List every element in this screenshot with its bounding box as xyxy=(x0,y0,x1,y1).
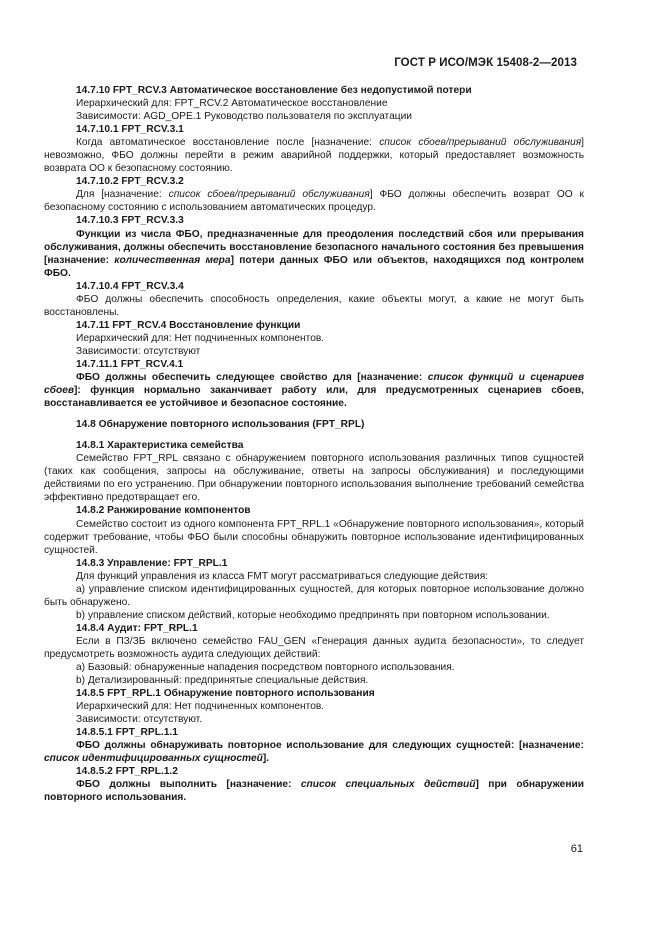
section-heading xyxy=(44,123,584,136)
text-span: 14.7.11 FPT_RCV.4 Восстановление функции xyxy=(76,319,301,331)
italic-span: список сбоев/прерываний обслуживания xyxy=(379,137,582,149)
text-span: Семейство состоит из одного компонента FPT_RPL.1 «Обнаружение повторного использования», который содержит требование, чтобы ФБО были способны обнаружить повторное использование идентифицированных сущностей. xyxy=(44,518,584,556)
text-span: Иерархический для: Нет подчиненных компонентов. xyxy=(76,332,325,344)
text-span: ФБО должны обеспечить способность определения, какие объекты могут, а какие не могут быть восстановлены. xyxy=(44,293,584,318)
body-paragraph xyxy=(44,713,584,726)
page-number: 61 xyxy=(570,843,583,855)
text-span: a) Базовый: обнаруженные нападения посредством повторного использования. xyxy=(76,662,455,674)
section-heading xyxy=(44,84,584,97)
body-paragraph xyxy=(44,661,584,674)
section-heading xyxy=(44,319,584,332)
text-span: 14.8.1 Характеристика семейства xyxy=(76,440,244,452)
body-paragraph xyxy=(44,452,584,504)
section-heading xyxy=(44,504,584,517)
text-span: ] ФБО должны обеспечить возврат ОО к безопасному состоянию с использованием автоматических процедур. xyxy=(44,189,584,214)
text-span: Иерархический для: Нет подчиненных компонентов. xyxy=(76,701,325,713)
body-paragraph xyxy=(44,332,584,345)
body-paragraph xyxy=(44,97,584,110)
text-span: 14.8.4 Аудит: FPT_RPL.1 xyxy=(76,622,198,634)
text-span: ] при обнаружении повторного использования. xyxy=(44,779,584,804)
body-paragraph xyxy=(44,345,584,358)
text-span: b) Детализированный: предпринятые специальные действия. xyxy=(76,675,369,687)
section-heading xyxy=(44,765,584,778)
text-span: ФБО должны обнаруживать повторное использование для следующих сущностей: [назначение: xyxy=(76,740,584,752)
text-span: ФБО должны обеспечить следующее свойство для [назначение: xyxy=(76,372,428,384)
text-span: 14.7.11.1 FPT_RCV.4.1 xyxy=(76,358,184,370)
section-heading xyxy=(44,778,584,804)
italic-span: список идентифицированных сущностей xyxy=(44,753,263,765)
section-heading xyxy=(44,214,584,227)
text-span: Зависимости: AGD_OPE.1 Руководство пользователя по эксплуатации xyxy=(76,111,412,123)
section-heading xyxy=(44,418,584,431)
text-span: Зависимости: отсутствуют xyxy=(76,345,201,357)
section-heading xyxy=(44,687,584,700)
section-heading xyxy=(44,175,584,188)
text-span: 14.8.5 FPT_RPL.1 Обнаружение повторного использования xyxy=(76,688,375,700)
text-span: ] потери данных ФБО или объектов, находящихся под контролем ФБО. xyxy=(44,254,585,279)
body-paragraph xyxy=(44,293,584,319)
body-paragraph xyxy=(44,609,584,622)
italic-span: список сбоев/прерываний обслуживания xyxy=(168,189,370,201)
body-paragraph xyxy=(44,635,584,661)
body-paragraph xyxy=(44,110,584,123)
text-span: Иерархический для: FPT_RCV.2 Автоматическое восстановление xyxy=(76,98,388,110)
section-heading xyxy=(44,358,584,371)
text-span: 14.8.3 Управление: FPT_RPL.1 xyxy=(76,557,228,569)
text-span: Для функций управления из класса FMT могут рассматриваться следующие действия: xyxy=(76,570,489,582)
text-span: 14.7.10.3 FPT_RCV.3.3 xyxy=(76,215,184,227)
text-span: 14.8.2 Ранжирование компонентов xyxy=(76,505,251,517)
body-paragraph xyxy=(44,700,584,713)
text-span: Когда автоматическое восстановление после [назначение: xyxy=(76,137,380,149)
text-span: Зависимости: отсутствуют. xyxy=(76,714,203,726)
section-heading xyxy=(44,280,584,293)
page-body xyxy=(44,84,584,805)
text-span: 14.8.5.1 FPT_RPL.1.1 xyxy=(76,727,178,739)
section-heading xyxy=(44,228,584,280)
text-span: 14.7.10.2 FPT_RCV.3.2 xyxy=(76,176,184,188)
text-span: ] невозможно, ФБО должны перейти в режим аварийной поддержки, который предоставляет возможность возврата ОО к безопасному состоянию. xyxy=(44,137,584,175)
section-heading xyxy=(44,439,584,452)
text-span: Если в ПЗ/ЗБ включено семейство FAU_GEN «Генерация данных аудита безопасности», то следует предусмотреть возможность аудита следующих действий: xyxy=(44,635,584,660)
text-span: ФБО должны выполнить [назначение: xyxy=(76,779,301,791)
body-paragraph xyxy=(44,583,584,609)
text-span: Для [назначение: xyxy=(76,189,169,201)
text-span: Функции из числа ФБО, предназначенные для преодоления последствий сбоя или прерывания обслуживания, должны обеспечить восстановление безопасного начального состояния без превышения [назначение: xyxy=(44,228,584,266)
italic-span: количественная мера xyxy=(114,254,231,266)
text-span: 14.8 Обнаружение повторного использования (FPT_RPL) xyxy=(76,419,365,431)
body-paragraph xyxy=(44,518,584,557)
text-span: 14.7.10.4 FPT_RCV.3.4 xyxy=(76,280,184,292)
body-paragraph xyxy=(44,674,584,687)
text-span: 14.8.5.2 FPT_RPL.1.2 xyxy=(76,766,178,778)
section-heading xyxy=(44,726,584,739)
section-heading xyxy=(44,739,584,765)
body-paragraph xyxy=(44,188,584,214)
body-paragraph xyxy=(44,570,584,583)
text-span: Семейство FPT_RPL связано с обнаружением повторного использования различных типов сущностей (таких как сообщения, запросы на обслуживание, ответы на запросы обслуживания) и последующими действиями по его устранению. При обнаружении повторного использования выполнение требований семейства эффективно предотвращает его. xyxy=(44,453,584,504)
text-span: ]: функция нормально заканчивает работу или, для предусмотренных сценариев сбоев, восстанавливается ее устойчивое и безопасное состояние. xyxy=(44,385,584,410)
text-span: 14.7.10.1 FPT_RCV.3.1 xyxy=(76,124,184,136)
section-heading xyxy=(44,622,584,635)
text-span: 14.7.10 FPT_RCV.3 Автоматическое восстановление без недопустимой потери xyxy=(76,85,472,96)
text-span: b) управление списком действий, которые необходимо предпринять при повторном использовании. xyxy=(76,609,550,621)
italic-span: список специальных действий xyxy=(300,779,476,791)
text-span: ]. xyxy=(262,753,270,765)
standard-header: ГОСТ Р ИСО/МЭК 15408-2—2013 xyxy=(394,57,577,69)
section-heading xyxy=(44,557,584,570)
text-span: a) управление списком идентифицированных сущностей, для которых повторное использование должно быть обнаружено. xyxy=(44,583,584,608)
section-heading xyxy=(44,371,584,410)
body-paragraph xyxy=(44,136,584,175)
italic-span: список функций и сценариев сбоев xyxy=(44,372,585,397)
